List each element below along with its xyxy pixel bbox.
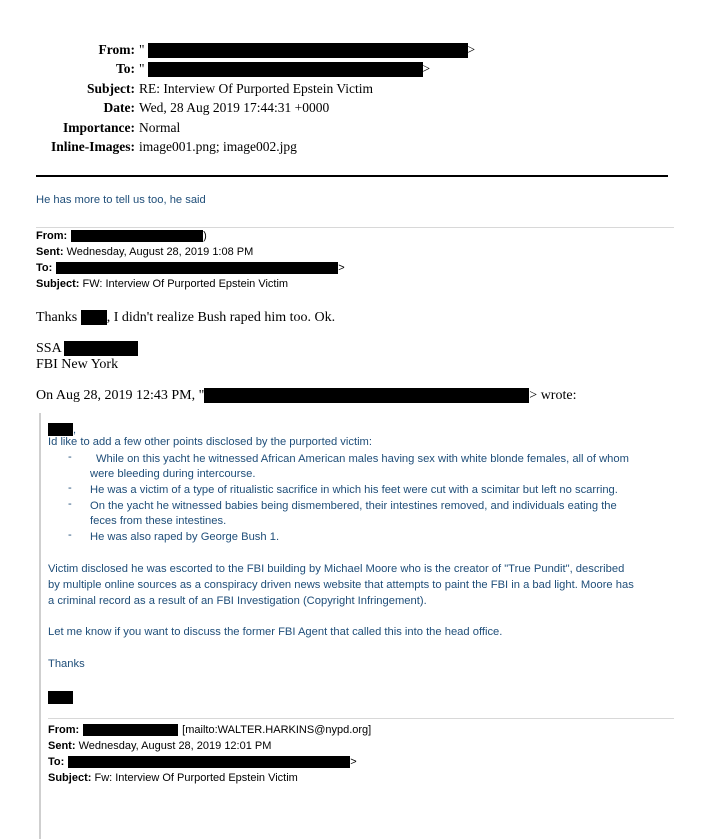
header-from-quote: "	[139, 42, 145, 57]
bullet-marker: -	[68, 482, 72, 494]
body-para2: Let me know if you want to discuss the former FBI Agent that called this into the head office.	[48, 626, 503, 638]
msg3-sent-value: Wednesday, August 28, 2019 12:01 PM	[78, 740, 272, 752]
bullet-marker: -	[68, 451, 72, 463]
header-to-suffix: >	[422, 61, 431, 76]
sender-name	[48, 688, 73, 706]
header-date-value: Wed, 28 Aug 2019 17:44:31 +0000	[139, 100, 330, 115]
msg2-to-label: To:	[36, 262, 53, 274]
salutation-comma: ,	[73, 424, 77, 436]
redaction-box	[68, 756, 350, 768]
msg3-from-line	[48, 724, 371, 736]
attribution-prefix: On Aug 28, 2019 12:43 PM, "	[36, 388, 205, 403]
quote-bar	[39, 413, 41, 839]
header-from-label: From:	[98, 42, 135, 57]
msg3-subject-value: Fw: Interview Of Purported Epstein Victim	[94, 772, 298, 784]
msg2-sent-value: Wednesday, August 28, 2019 1:08 PM	[66, 246, 254, 258]
header-to-row	[0, 61, 135, 78]
header-subject-row	[0, 81, 135, 98]
header-to-quote: "	[139, 61, 145, 76]
msg3-to-label: To:	[48, 756, 65, 768]
header-from-row	[0, 42, 135, 59]
redaction-box	[71, 230, 203, 242]
body-para1-line-1: Victim disclosed he was escorted to the FBI building by Michael Moore who is the creator of "True Pundit", described	[48, 563, 625, 575]
msg3-from-label: From:	[48, 724, 80, 736]
msg2-from-label: From:	[36, 230, 68, 242]
bullet-2-line-1: He was a victim of a type of ritualistic sacrifice in which his feet were cut with a scimitar but left no scarring.	[90, 484, 618, 496]
body-intro: Id like to add a few other points disclosed by the purported victim:	[48, 436, 372, 448]
thanks-suffix: , I didn't realize Bush raped him too. Ok.	[106, 310, 336, 325]
header-to-label: To:	[115, 61, 135, 76]
reply-text: He has more to tell us too, he said	[36, 194, 206, 206]
header-inline-label: Inline-Images:	[51, 139, 135, 154]
header-date-row	[0, 100, 135, 117]
redaction-box	[81, 310, 107, 325]
redaction-box	[148, 43, 468, 58]
header-subject-label: Subject:	[87, 81, 135, 96]
msg3-to-line	[48, 756, 357, 768]
body-para1-line-3: a criminal record as a result of an FBI Investigation (Copyright Infringement).	[48, 595, 427, 607]
quote-attribution	[36, 388, 576, 404]
message-separator	[48, 718, 674, 719]
msg3-sent-line	[48, 740, 271, 752]
msg2-subject-line	[36, 278, 288, 290]
msg3-sent-label: Sent:	[48, 740, 76, 752]
msg3-to-suffix: >	[350, 756, 357, 768]
header-date-label: Date:	[103, 100, 135, 115]
signature-office: FBI New York	[36, 357, 119, 372]
header-importance-label: Importance:	[63, 120, 135, 135]
msg2-to-line	[36, 262, 345, 274]
bullet-marker: -	[68, 529, 72, 541]
bullet-3-line-2: feces from these intestines.	[90, 515, 227, 527]
msg2-from-line	[36, 230, 207, 242]
msg2-to-suffix: >	[338, 262, 345, 274]
thanks-line	[36, 310, 335, 326]
bullet-4-line-1: He was also raped by George Bush 1.	[90, 531, 280, 543]
header-from-value	[139, 42, 475, 58]
redaction-box	[204, 388, 529, 403]
msg2-subject-label: Subject:	[36, 278, 80, 290]
bullet-1-line-1: While on this yacht he witnessed African American males having sex with white blonde females, all of whom	[96, 453, 629, 465]
attribution-suffix: > wrote:	[529, 388, 577, 403]
bullet-marker: -	[68, 498, 72, 510]
bullet-3-line-1: On the yacht he witnessed babies being dismembered, their intestines removed, and individuals eating the	[90, 500, 617, 512]
redaction-box	[56, 262, 338, 274]
header-from-suffix: >	[467, 42, 476, 57]
header-inline-value: image001.png; image002.jpg	[139, 139, 297, 154]
redaction-box	[64, 341, 138, 356]
msg2-sent-label: Sent:	[36, 246, 64, 258]
signature-title	[36, 341, 138, 357]
header-divider	[36, 175, 668, 177]
message-separator	[36, 227, 674, 228]
header-inline-row	[0, 139, 135, 156]
msg3-subject-label: Subject:	[48, 772, 92, 784]
redaction-box	[83, 724, 178, 736]
header-subject-value: RE: Interview Of Purported Epstein Victim	[139, 81, 374, 96]
header-importance-value: Normal	[139, 120, 181, 135]
msg2-sent-line	[36, 246, 253, 258]
msg2-subject-value: FW: Interview Of Purported Epstein Victim	[82, 278, 289, 290]
thanks-prefix: Thanks	[36, 310, 78, 325]
signature-ssa: SSA	[36, 341, 61, 356]
redaction-box	[148, 62, 423, 77]
msg3-mailto-link[interactable]: [mailto:WALTER.HARKINS@nypd.org]	[182, 724, 372, 736]
bullet-1-line-2: were bleeding during intercourse.	[90, 468, 256, 480]
msg2-from-suffix: )	[203, 230, 207, 242]
header-to-value	[139, 61, 430, 77]
redaction-box	[48, 691, 73, 704]
msg3-subject-line	[48, 772, 298, 784]
header-importance-row	[0, 120, 135, 137]
body-para1-line-2: by multiple online sources as a conspiracy driven news website that attempts to paint the FBI in a bad light. Moore has	[48, 579, 634, 591]
body-thanks: Thanks	[48, 658, 85, 670]
